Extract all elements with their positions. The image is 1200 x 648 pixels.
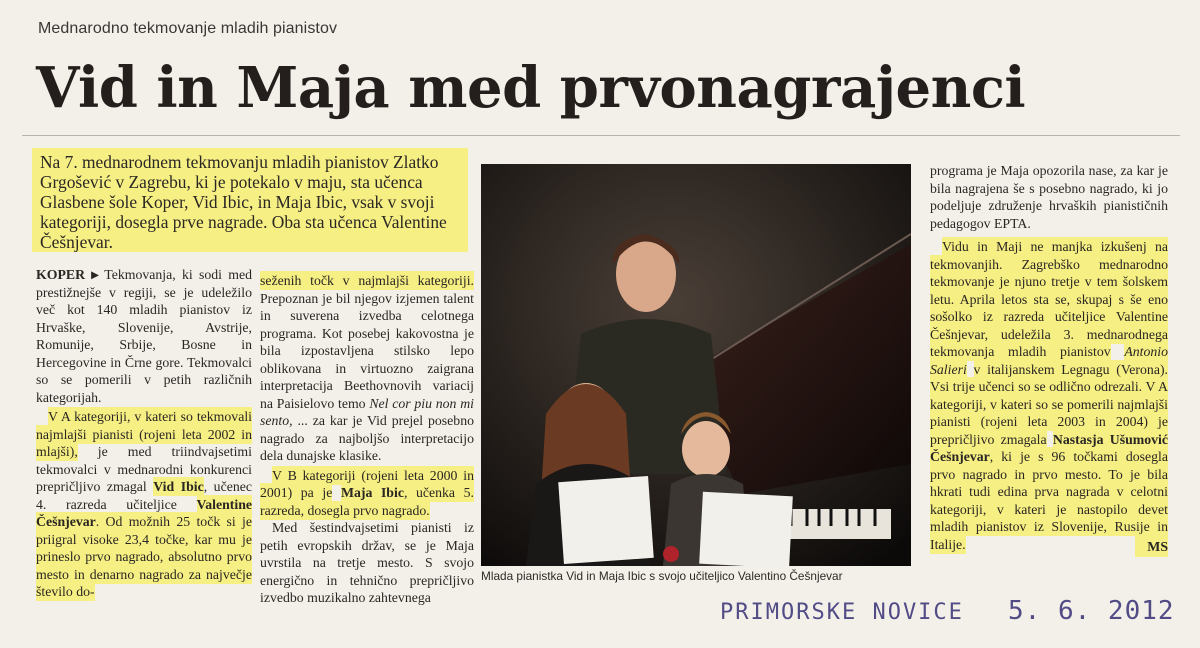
col1-paragraph-1: Tekmovanja, ki sodi med prestižnejše v regiji, se je udeležilo več kot 140 mladih pianistov iz Hrvaške, Slovenije, Avstrije, Romunije, Srbije, Bosne in Hercegovine in Črne gore. Tekmovalci so se pomerili v petih različnih kategorijah. (36, 267, 252, 405)
article-kicker: Mednarodno tekmovanje mladih pianistov (38, 20, 338, 37)
col2-highlight-3: , učenka 5. razreda, dosegla prvo nagrado. (260, 485, 474, 518)
col1-text-2: je med triindvajsetimi tekmovalci v mednarodni konkurenci prepričljivo zmagal (36, 444, 252, 494)
column-2 (256, 272, 478, 607)
piece-title: Nel cor piu non mi sento (260, 395, 474, 428)
nastasja-name: Nastasja Ušumović Češnjevar (930, 431, 1168, 464)
author-signature: MS (1135, 536, 1168, 558)
article-headline: Vid in Maja med prvonagrajenci (36, 55, 1026, 121)
col2-highlight-2: V B kategoriji (rojeni leta 2000 in 2001) pa je (260, 467, 474, 500)
article-lead: Na 7. mednarodnem tekmovanju mladih pianistov Zlatko Grgošević v Zagrebu, ki je potekalo v maju, sta učenca Glasbene šole Koper, Vid Ibic, in Maja Ibic, vsak v svoji kategoriji, dosegla prve nagrade. Oba sta učenca Valentine Češnjevar. (32, 148, 468, 252)
handwritten-date: 5. 6. 2012 (1008, 596, 1175, 626)
handwritten-source: PRIMORSKE NOVICE (720, 600, 964, 625)
photo-illustration (481, 164, 911, 566)
photo-caption: Mlada pianistka Vid in Maja Ibic s svojo učiteljico Valentino Češnjevar (481, 569, 843, 583)
header-divider (22, 135, 1180, 136)
col3-highlight-3: , ki je s 96 točkami dosegla prvo nagrado in prvo mesto. To je bila hkrati tudi edina prva nagrada v celotni kategoriji, v kateri je nastopilo devet mladih pianistov iz Slovenije, Rusije in Italije. (930, 449, 1168, 552)
dateline: KOPER ▸ (36, 267, 99, 282)
teacher-name: Valentine Češnjevar (36, 496, 252, 529)
col2-paragraph-3: Med šestindvajsetimi pianisti iz petih evropskih držav, se je Maja uvrstila na tretje mesto. S svojo energično in tehnično prepričljivo izvedbo muzikalno zahtevnega (260, 520, 474, 605)
maja-name: Maja Ibic (340, 485, 404, 500)
article-photo (481, 164, 911, 566)
column-1 (32, 266, 256, 601)
col2-text-2: , ... za kar je Vid prejel posebno nagrado za najboljšo interpretacijo dela dunajske klasike. (260, 413, 474, 463)
column-3 (926, 162, 1172, 557)
col2-highlight-1: seženih točk v najmlajši kategoriji. (260, 273, 474, 288)
col1-highlight-1: V A kategoriji, v kateri so tekmovali najmlajši pianisti (rojeni leta 2002 in mlajši), (36, 409, 252, 459)
vid-name: Vid Ibic (153, 479, 204, 494)
col3-highlight-1: Vidu in Maji ne manjka izkušenj na tekmovanjih. Zagrebško mednarodno tekmovanje je njuno tretje v tem šolskem letu. Aprila letos sta se, skupaj s še eno sošolko iz razreda učiteljice Valentine Češnjevar, udeležila 3. mednarodnega tekmovanja mladih pianistov (930, 239, 1168, 359)
col1-text-3: , učenec 4. razreda učiteljice (36, 479, 252, 512)
competition-name: Antonio Salieri (930, 344, 1169, 377)
col3-paragraph-1: programa je Maja opozorila nase, za kar je bila nagrajena še s posebno nagrado, ki jo podeljuje združenje hrvaških pianističnih pedagogov EPTA. (930, 163, 1168, 231)
col2-text-1: Prepoznan je bil njegov izjemen talent in suverena izvedba celotnega programa. Kot posebej kakovostna je bila izpostavljena stilsko lepo oblikovana in virtuozno zaigrana interpretacija Beethovnovih variacij na Paisielovo temo (260, 290, 474, 411)
col3-highlight-2: v italijanskem Legnagu (Verona). Vsi trije učenci so se odlično odrezali. V A kategoriji, v kateri so se pomerili najmlajši pianisti (rojeni leta 2003 in 2004) je prepričljivo zmagala (930, 361, 1168, 447)
col1-highlight-2: . Od možnih 25 točk si je priigral visoke 23,4 točke, kar mu je prineslo prvo nagrado, absolutno prvo mesto in denarno nagrado za največje število do- (36, 514, 252, 599)
